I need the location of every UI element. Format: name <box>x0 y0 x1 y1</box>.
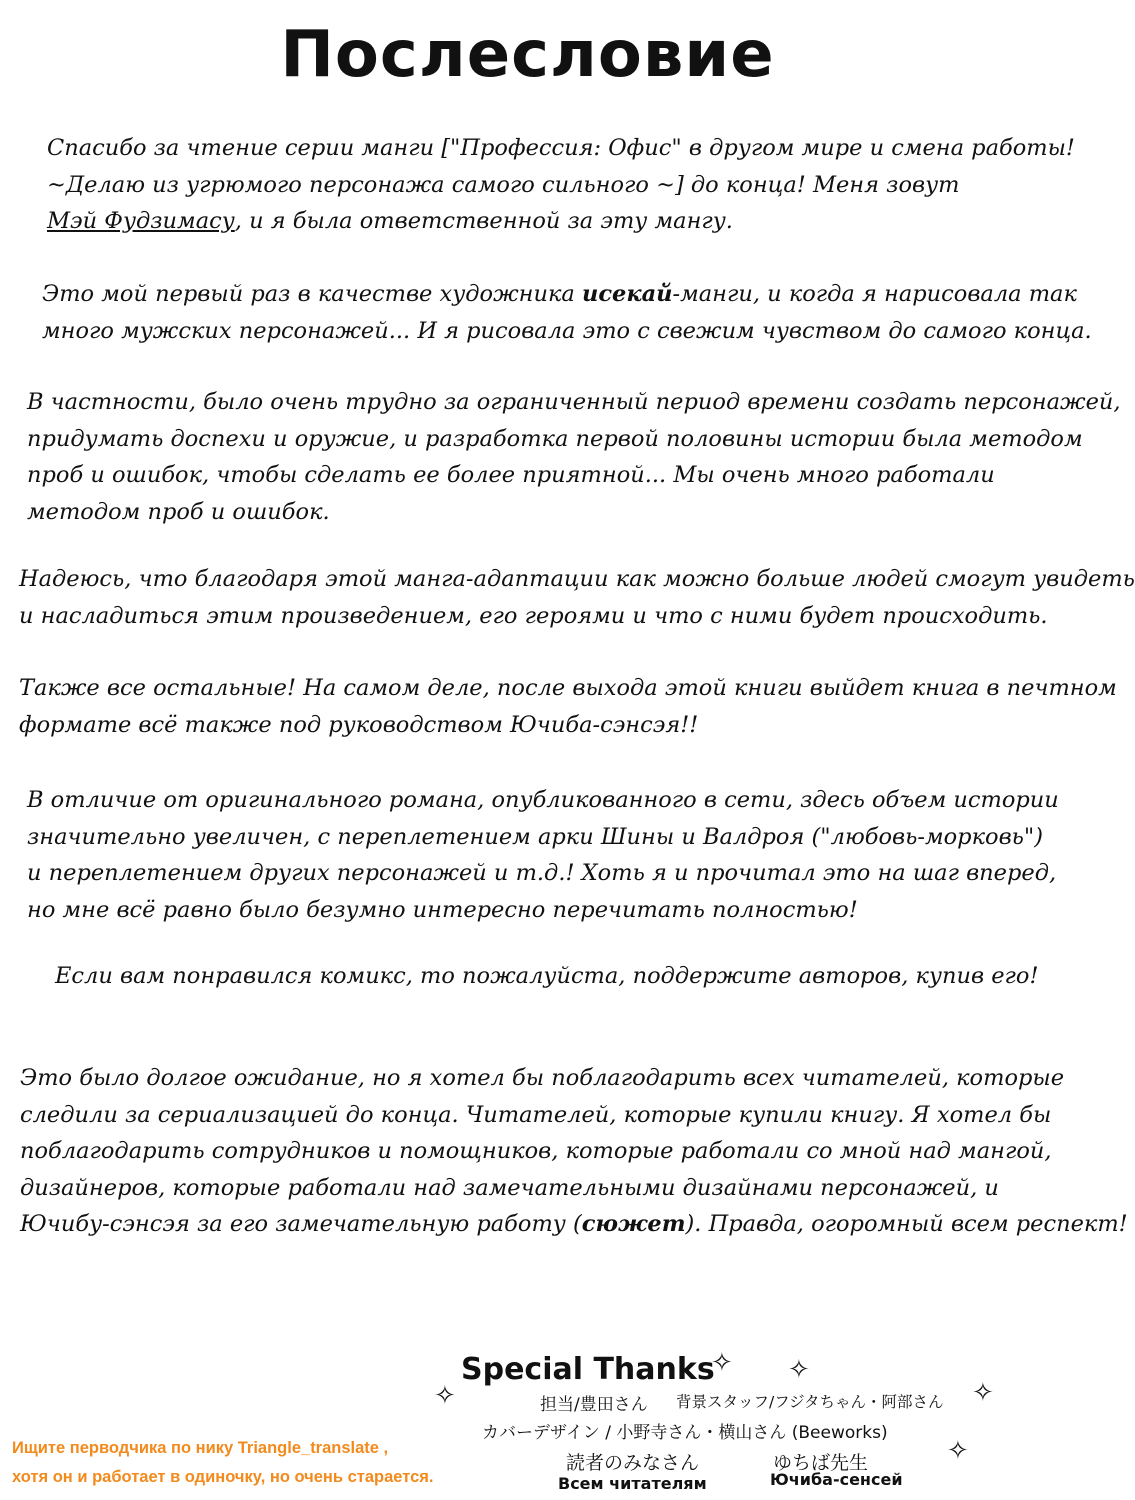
text-line: методом проб и ошибок. <box>27 498 330 525</box>
text-line: значительно увеличен, с переплетением арки Шины и Валдроя ("любовь-морковь") <box>27 823 1044 850</box>
text-line: В частности, было очень трудно за ограниченный период времени создать персонажей, <box>27 389 1121 415</box>
text-fragment: ). Правда, огоромный всем респект! <box>685 1211 1128 1237</box>
sparkle-icon: ✧ <box>947 1436 969 1466</box>
text-line: Надеюсь, что благодаря этой манга-адаптации как можно больше людей смогут увидеть <box>19 566 1135 592</box>
paragraph-gratitude <box>20 1060 1128 1243</box>
text-fragment: Ючибу-сэнсэя за его замечательную работу ( <box>20 1211 582 1237</box>
emphasis-plot: сюжет <box>581 1211 686 1237</box>
text-line: В отличие от оригинального романа, опубликованного в сети, здесь объем истории <box>27 787 1059 813</box>
text-line: проб и ошибок, чтобы сделать ее более приятной... Мы очень много работали <box>27 462 995 488</box>
author-name: Мэй Фудзимасу <box>47 208 235 234</box>
text-line <box>20 1206 1128 1243</box>
text-line: много мужских персонажей... И я рисовала это с свежим чувством до самого конца. <box>42 317 1092 344</box>
credit-author-sensei: ゆちば先生 <box>773 1452 869 1474</box>
credit-readers-translation: Всем читателям <box>558 1474 707 1493</box>
paragraph-first-isekai <box>42 276 1092 349</box>
credit-editor: 担当/豊田さん <box>540 1395 648 1415</box>
sparkle-icon: ✧ <box>788 1355 810 1385</box>
text-line: но мне всё равно было безумно интересно перечитать полностью! <box>27 896 858 923</box>
text-line: Также все остальные! На самом деле, после выхода этой книги выйдет книга в печтном <box>19 675 1117 701</box>
page-title: Послесловие <box>280 18 775 92</box>
credit-readers: 読者のみなさん <box>566 1452 700 1474</box>
text-line: и насладиться этим произведением, его героями и что с ними будет происходить. <box>19 602 1048 629</box>
translator-note-line: хотя он и работает в одиночку, но очень старается. <box>12 1468 434 1486</box>
text-line: поблагодарить сотрудников и помощников, которые работали со мной над мангой, <box>20 1138 1052 1164</box>
credit-sensei-translation: Ючиба-сенсей <box>770 1470 903 1489</box>
emphasis-isekai: исекай <box>581 281 673 307</box>
text-line: придумать доспехи и оружие, и разработка первой половины истории была методом <box>27 425 1083 452</box>
text-line: Это было долгое ожидание, но я хотел бы поблагодарить всех читателей, которые <box>20 1065 1065 1091</box>
text-line <box>47 203 1075 240</box>
text-line: Если вам понравился комикс, то пожалуйста, поддержите авторов, купив его! <box>55 963 1039 989</box>
text-fragment: , и я была ответственной за эту мангу. <box>234 208 733 234</box>
text-line: Спасибо за чтение серии манги ["Профессия: Офис" в другом мире и смена работы! <box>47 135 1075 161</box>
text-line: ~Делаю из угрюмого персонажа самого сильного ~] до конца! Меня зовут <box>47 171 960 198</box>
sparkle-icon: ✧ <box>434 1381 456 1411</box>
special-thanks-title: Special Thanks <box>461 1352 715 1387</box>
credit-background-staff: 背景スタッフ/フジタちゃん・阿部さん <box>676 1393 944 1411</box>
paragraph-thanks-for-reading <box>47 130 1075 240</box>
paragraph-support-authors <box>55 958 1039 995</box>
text-line: и переплетением других персонажей и т.д.! Хоть я и прочитал это на шаг вперед, <box>27 860 1057 886</box>
text-fragment: -манги, и когда я нарисовала так <box>672 281 1077 307</box>
text-line <box>42 276 1092 313</box>
text-line: дизайнеров, которые работали над замечательными дизайнами персонажей, и <box>20 1174 999 1201</box>
text-line: следили за сериализацией до конца. Читателей, которые купили книгу. Я хотел бы <box>20 1101 1052 1128</box>
paragraph-difficulties <box>27 384 1121 530</box>
paragraph-original-novel <box>27 782 1059 928</box>
paragraph-adaptation-hope <box>19 561 1135 634</box>
paragraph-print-edition <box>19 670 1117 743</box>
credit-cover-design: カバーデザイン / 小野寺さん・横山さん (Beeworks) <box>482 1423 888 1443</box>
text-fragment: Это мой первый раз в качестве художника <box>42 281 582 307</box>
translator-note <box>12 1434 434 1492</box>
text-line: формате всё также под руководством Ючиба-сэнсэя!! <box>19 711 699 738</box>
sparkle-icon: ✧ <box>972 1378 994 1408</box>
sparkle-icon: ✧ <box>711 1348 733 1378</box>
translator-note-line: Ищите перводчика по нику Triangle_translate , <box>12 1439 389 1457</box>
